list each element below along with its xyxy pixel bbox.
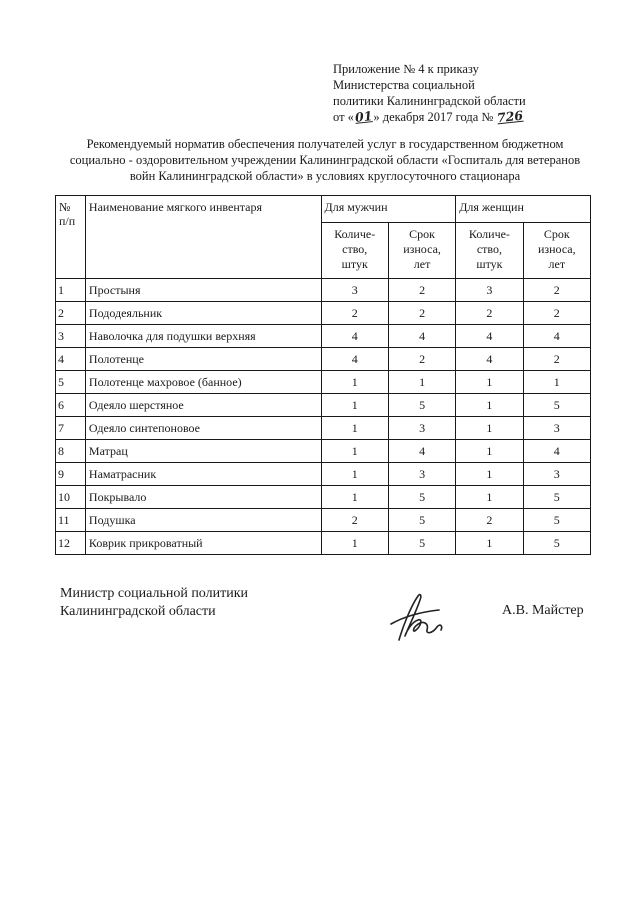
header-women-term: Срок износа, лет (523, 223, 590, 279)
row-men-qty: 2 (321, 509, 388, 532)
row-men-qty: 2 (321, 302, 388, 325)
row-men-term: 5 (388, 532, 455, 555)
annex-line-3: политики Калининградской области (333, 94, 526, 108)
row-women-term: 2 (523, 279, 590, 302)
header-men-qty: Количе- ство, штук (321, 223, 388, 279)
row-name: Матрац (85, 440, 321, 463)
table-row (56, 371, 591, 394)
row-women-term: 2 (523, 348, 590, 371)
row-men-qty: 1 (321, 371, 388, 394)
row-women-qty: 4 (456, 325, 523, 348)
row-men-term: 1 (388, 371, 455, 394)
signatory-position (60, 585, 248, 621)
header-row-1 (56, 196, 591, 223)
table-row (56, 417, 591, 440)
row-men-qty: 1 (321, 417, 388, 440)
heading-line-3: войн Калининградской области» в условиях круглосуточного стационара (129, 169, 521, 183)
row-women-term: 3 (523, 417, 590, 440)
inventory-table (55, 195, 591, 555)
date-day: 01 (354, 108, 374, 125)
row-women-term: 3 (523, 463, 590, 486)
header-men-term: Срок износа, лет (388, 223, 455, 279)
table-row (56, 440, 591, 463)
table-row (56, 302, 591, 325)
row-num: 2 (56, 302, 86, 325)
row-men-term: 5 (388, 486, 455, 509)
table-row (56, 348, 591, 371)
row-num: 6 (56, 394, 86, 417)
row-men-term: 5 (388, 394, 455, 417)
document-heading (60, 136, 590, 184)
row-women-qty: 4 (456, 348, 523, 371)
table-row (56, 394, 591, 417)
annex-date-line (333, 109, 526, 125)
row-men-qty: 1 (321, 532, 388, 555)
table-header (56, 196, 591, 279)
table-row (56, 325, 591, 348)
table-row (56, 279, 591, 302)
table-row (56, 486, 591, 509)
row-men-term: 3 (388, 417, 455, 440)
heading-line-2: социально - оздоровительном учреждении Калининградской области «Госпиталь для ветеранов (69, 153, 581, 167)
row-num: 11 (56, 509, 86, 532)
annex-line-2: Министерства социальной (333, 78, 475, 92)
row-num: 5 (56, 371, 86, 394)
date-middle: » декабря 2017 года № (373, 110, 494, 124)
signatory-position-line-2: Калининградской области (60, 604, 216, 619)
handwritten-signature-icon (385, 590, 455, 645)
header-num: № п/п (56, 196, 86, 279)
row-women-qty: 1 (456, 394, 523, 417)
order-number: 726 (496, 107, 525, 126)
header-women-qty: Количе- ство, штук (456, 223, 523, 279)
row-name: Простыня (85, 279, 321, 302)
row-name: Полотенце махровое (банное) (85, 371, 321, 394)
row-women-qty: 1 (456, 486, 523, 509)
row-men-term: 2 (388, 348, 455, 371)
row-women-term: 2 (523, 302, 590, 325)
row-num: 12 (56, 532, 86, 555)
row-num: 4 (56, 348, 86, 371)
row-women-term: 4 (523, 325, 590, 348)
signatory-name: А.В. Майстер (502, 603, 584, 618)
row-name: Полотенце (85, 348, 321, 371)
row-name: Одеяло шерстяное (85, 394, 321, 417)
row-women-qty: 3 (456, 279, 523, 302)
row-men-qty: 1 (321, 486, 388, 509)
row-women-term: 1 (523, 371, 590, 394)
row-num: 3 (56, 325, 86, 348)
row-men-term: 3 (388, 463, 455, 486)
row-name: Одеяло синтепоновое (85, 417, 321, 440)
row-women-term: 5 (523, 509, 590, 532)
row-women-qty: 1 (456, 371, 523, 394)
header-men: Для мужчин (321, 196, 456, 223)
row-men-qty: 1 (321, 394, 388, 417)
date-prefix: от « (333, 110, 354, 124)
row-women-term: 4 (523, 440, 590, 463)
row-men-qty: 1 (321, 440, 388, 463)
row-men-qty: 3 (321, 279, 388, 302)
row-num: 10 (56, 486, 86, 509)
row-women-qty: 2 (456, 302, 523, 325)
row-name: Наволочка для подушки верхняя (85, 325, 321, 348)
header-women: Для женщин (456, 196, 591, 223)
row-women-term: 5 (523, 532, 590, 555)
annex-line-1: Приложение № 4 к приказу (333, 62, 479, 76)
table-body (56, 279, 591, 555)
row-men-qty: 4 (321, 348, 388, 371)
row-men-term: 4 (388, 325, 455, 348)
row-women-term: 5 (523, 394, 590, 417)
row-men-term: 4 (388, 440, 455, 463)
header-name: Наименование мягкого инвентаря (85, 196, 321, 279)
row-men-term: 2 (388, 302, 455, 325)
row-women-qty: 1 (456, 532, 523, 555)
row-name: Пододеяльник (85, 302, 321, 325)
row-men-term: 5 (388, 509, 455, 532)
row-num: 7 (56, 417, 86, 440)
row-name: Наматрасник (85, 463, 321, 486)
row-num: 9 (56, 463, 86, 486)
table-row (56, 532, 591, 555)
heading-line-1: Рекомендуемый норматив обеспечения получателей услуг в государственном бюджетном (86, 137, 564, 151)
row-women-qty: 1 (456, 417, 523, 440)
row-name: Коврик прикроватный (85, 532, 321, 555)
row-name: Покрывало (85, 486, 321, 509)
row-women-qty: 1 (456, 440, 523, 463)
signatory-position-line-1: Министр социальной политики (60, 586, 249, 601)
table-row (56, 463, 591, 486)
row-name: Подушка (85, 509, 321, 532)
row-num: 1 (56, 279, 86, 302)
table-row (56, 509, 591, 532)
row-men-qty: 1 (321, 463, 388, 486)
row-men-qty: 4 (321, 325, 388, 348)
row-women-term: 5 (523, 486, 590, 509)
annex-header (333, 61, 526, 125)
row-women-qty: 1 (456, 463, 523, 486)
row-num: 8 (56, 440, 86, 463)
row-women-qty: 2 (456, 509, 523, 532)
row-men-term: 2 (388, 279, 455, 302)
